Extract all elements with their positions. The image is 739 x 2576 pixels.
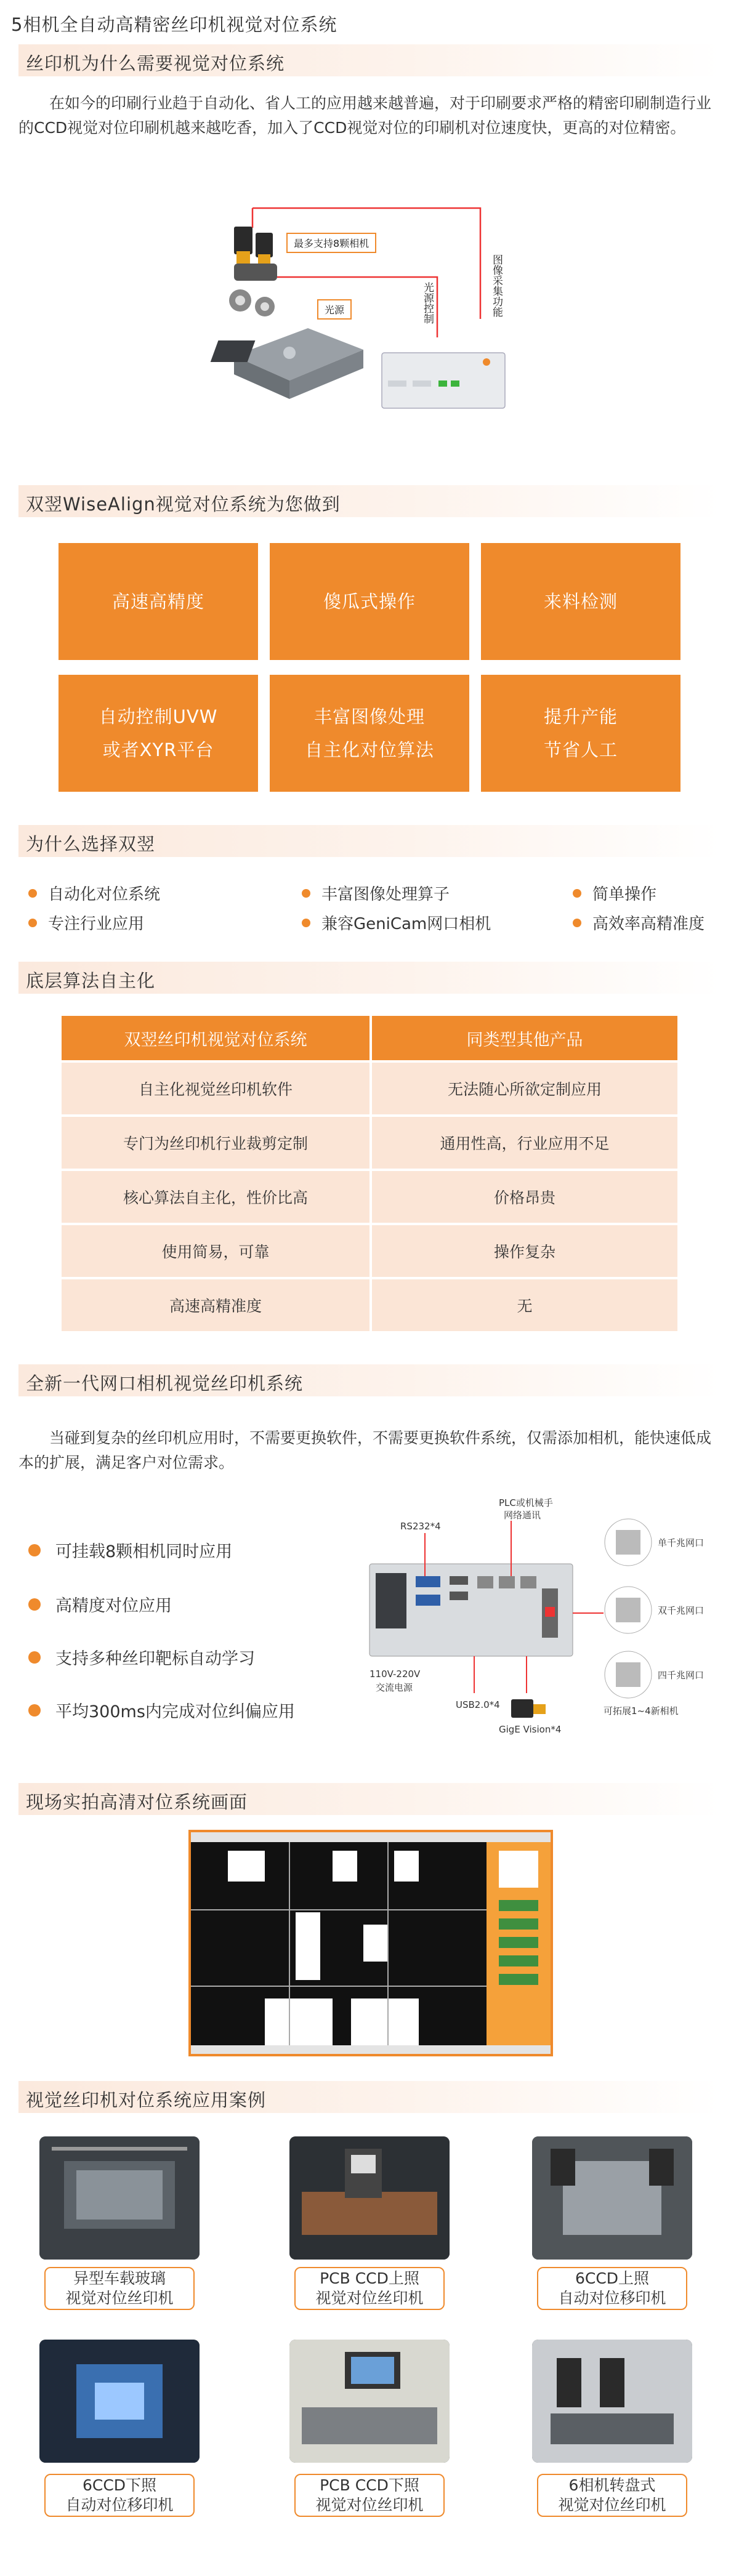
label-dual-gige: 双千兆网口 [658,1605,705,1616]
case-label: 6CCD下照 自动对位移印机 [44,2474,195,2517]
section-header-wisealign [18,485,721,517]
bullet-dot-icon [302,919,310,927]
feature-box: 傻瓜式操作 [270,543,469,660]
bullet-item: 简单操作 [573,882,656,904]
case-photo [289,2136,450,2260]
table-row [62,1279,677,1331]
bullet-dot-icon [28,889,37,898]
section-header-why-vision [18,44,721,76]
label-plc-network: 网络通讯 [504,1510,541,1521]
table-cell: 使用简易，可靠 [62,1225,370,1277]
bullet-item: 平均300ms内完成对位纠偏应用 [28,1698,295,1722]
section-title: 底层算法自主化 [26,970,156,991]
bullet-item: 自动化对位系统 [28,882,160,904]
table-cell: 自主化视觉丝印机软件 [62,1063,370,1114]
table-row [62,1171,677,1223]
feature-grid [59,543,680,792]
bullet-item: 高效率高精准度 [573,911,705,934]
section-title: 为什么选择双翌 [26,834,156,855]
label-light-source: 光源 [317,299,352,320]
device-diagram [357,1496,727,1742]
section-title: 视觉丝印机对位系统应用案例 [26,2090,267,2111]
table-cell: 核心算法自主化，性价比高 [62,1171,370,1223]
table-cell: 专门为丝印机行业裁剪定制 [62,1117,370,1169]
bullet-dot-icon [28,1544,41,1556]
feature-box: 自动控制UVW 或者XYR平台 [59,675,258,792]
case-label: 6CCD上照 自动对位移印机 [537,2267,687,2310]
case-label: 异型车载玻璃 视觉对位丝印机 [44,2267,195,2310]
bullet-item: 支持多种丝印靶标自动学习 [28,1645,255,1669]
bullet-dot-icon [302,889,310,898]
label-max-cameras: 最多支持8颗相机 [286,233,376,253]
table-cell: 操作复杂 [370,1225,677,1277]
system-diagram [197,196,517,436]
case-label: PCB CCD上照 视觉对位丝印机 [294,2267,445,2310]
table-cell: 通用性高，行业应用不足 [370,1117,677,1169]
table-header-cell: 同类型其他产品 [370,1016,677,1060]
bullet-item: 可挂载8颗相机同时应用 [28,1538,232,1562]
bullet-item: 丰富图像处理算子 [302,882,450,904]
system-diagram-graphic [197,196,517,436]
bullet-dot-icon [28,919,37,927]
label-single-gige: 单千兆网口 [658,1537,705,1548]
label-power: 110V-220V [370,1668,421,1680]
label-usb: USB2.0*4 [456,1699,500,1710]
feature-box: 丰富图像处理 自主化对位算法 [270,675,469,792]
network-paragraph: 当碰到复杂的丝印机应用时，不需要更换软件，不需要更换软件系统，仅需添加相机，能快速低成本的扩展，满足客户对位需求。 [18,1429,712,1471]
case-photo [39,2340,200,2463]
bullet-dot-icon [573,919,581,927]
section-title: 现场实拍高清对位系统画面 [26,1792,248,1813]
bullet-dot-icon [28,1598,41,1611]
bullet-item: 专注行业应用 [28,911,144,934]
bullet-dot-icon [573,889,581,898]
comparison-table [62,1013,677,1334]
page-title: 5相机全自动高精密丝印机视觉对位系统 [11,14,337,35]
section-header-algorithm [18,962,721,994]
table-row [62,1063,677,1114]
feature-box: 来料检测 [481,543,680,660]
section-title: 全新一代网口相机视觉丝印机系统 [26,1373,304,1394]
case-label: PCB CCD下照 视觉对位丝印机 [294,2474,445,2517]
software-screenshot-graphic [191,1832,551,2054]
case-photo [532,2340,692,2463]
table-header-row [62,1016,677,1060]
bullet-dot-icon [28,1651,41,1664]
table-cell: 价格昂贵 [370,1171,677,1223]
table-cell: 无 [370,1279,677,1331]
table-header-cell: 双翌丝印机视觉对位系统 [62,1016,370,1060]
label-plc: PLC或机械手 [499,1497,553,1508]
case-label: 6相机转盘式 视觉对位丝印机 [537,2474,687,2517]
section-title: 丝印机为什么需要视觉对位系统 [26,53,285,74]
case-photo [532,2136,692,2260]
feature-box: 提升产能 节省人工 [481,675,680,792]
label-gige: GigE Vision*4 [499,1724,562,1735]
label-quad-gige: 四千兆网口 [658,1670,705,1681]
case-photo [39,2136,200,2260]
software-screenshot [188,1830,553,2056]
bullet-item: 高精度对位应用 [28,1592,172,1616]
section-title: 双翌WiseAlign视觉对位系统为您做到 [26,494,341,515]
intro-paragraph: 在如今的印刷行业趋于自动化、省人工的应用越来越普遍，对于印刷要求严格的精密印刷制造行业的CCD视觉对位印刷机越来越吃香，加入了CCD视觉对位的印刷机对位速度快，更高的对位精密。 [18,94,712,137]
section-header-why-choose [18,825,721,857]
table-cell: 高速高精准度 [62,1279,370,1331]
bullet-item: 兼容GeniCam网口相机 [302,911,491,934]
table-cell: 无法随心所欲定制应用 [370,1063,677,1114]
bullet-dot-icon [28,1704,41,1717]
label-rs232: RS232*4 [400,1521,441,1532]
label-power-ac: 交流电源 [376,1682,413,1693]
feature-box: 高速高精度 [59,543,258,660]
label-light-control: 光源控制 [421,282,434,324]
section-header-live-shot [18,1783,721,1815]
label-image-capture: 图像采集功能 [490,254,503,317]
table-row [62,1225,677,1277]
section-header-network-camera [18,1364,721,1396]
section-header-cases [18,2081,721,2113]
table-row [62,1117,677,1169]
case-photo [289,2340,450,2463]
label-expand: 可拓展1~4新相机 [604,1705,679,1717]
